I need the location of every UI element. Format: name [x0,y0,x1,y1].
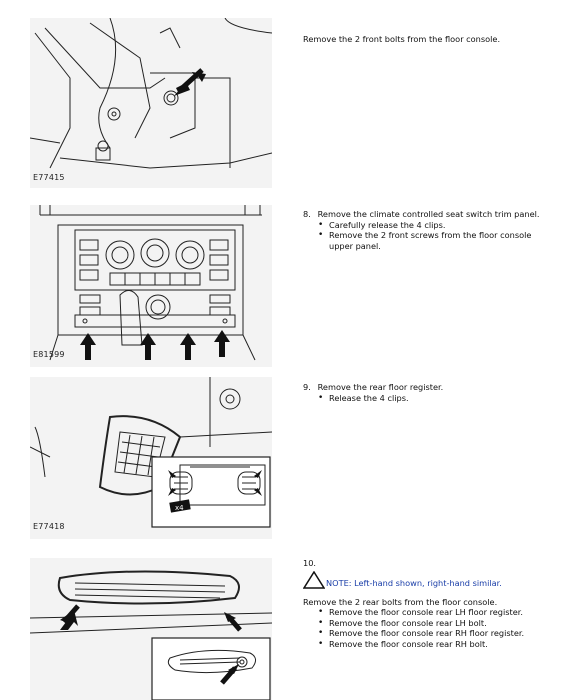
step-text [303,558,553,649]
instruction [303,209,553,220]
bullet-item: • Remove the floor console rear LH bolt. [329,618,553,629]
bullet-item: • Carefully release the 4 clips. [329,220,553,231]
step-number: 8. [303,209,311,219]
bullet-list [303,393,553,404]
section-1 [0,0,563,190]
section-2 [0,195,563,370]
instruction [303,382,553,393]
instruction: Remove the 2 front bolts from the floor console. [303,34,501,44]
bullet-item: • Remove the floor console rear LH floor register. [329,607,553,618]
figure-id: E77415 [33,173,65,182]
bullet-list [303,220,553,252]
figure-2 [30,205,272,367]
warning-triangle-icon [303,571,325,589]
note-text: NOTE: Left-hand shown, right-hand similar. [326,578,502,588]
step-number: 9. [303,382,311,392]
instruction-text: Remove the 2 rear bolts from the floor console. [303,596,498,607]
figure-3 [30,377,272,539]
bullet-item: • Remove the 2 front screws from the floor console upper panel. [329,230,553,251]
bullet-item: • Remove the floor console rear RH bolt. [329,639,553,650]
section-4 [0,548,563,700]
instruction-text: Remove the rear floor register. [317,382,444,392]
step-text [303,382,553,403]
figure-1 [30,18,272,188]
instruction-text: Remove the climate controlled seat switch trim panel. [317,209,540,219]
step-text [303,209,553,251]
floor-register-illustration [30,377,272,539]
step-text [303,34,553,45]
figure-4 [30,558,272,700]
inset-label: x4 [175,504,184,512]
note-row [303,571,553,589]
step-number: 10. [303,558,317,568]
bullet-list [303,607,553,649]
bullet-item: • Remove the floor console rear RH floor register. [329,628,553,639]
figure-id: E81599 [33,350,65,359]
rear-bolts-illustration [30,558,272,700]
figure-id: E77418 [33,522,65,531]
console-bolts-illustration [30,18,272,188]
section-3 [0,372,563,542]
bullet-item: • Release the 4 clips. [329,393,553,404]
climate-panel-illustration [30,205,272,367]
